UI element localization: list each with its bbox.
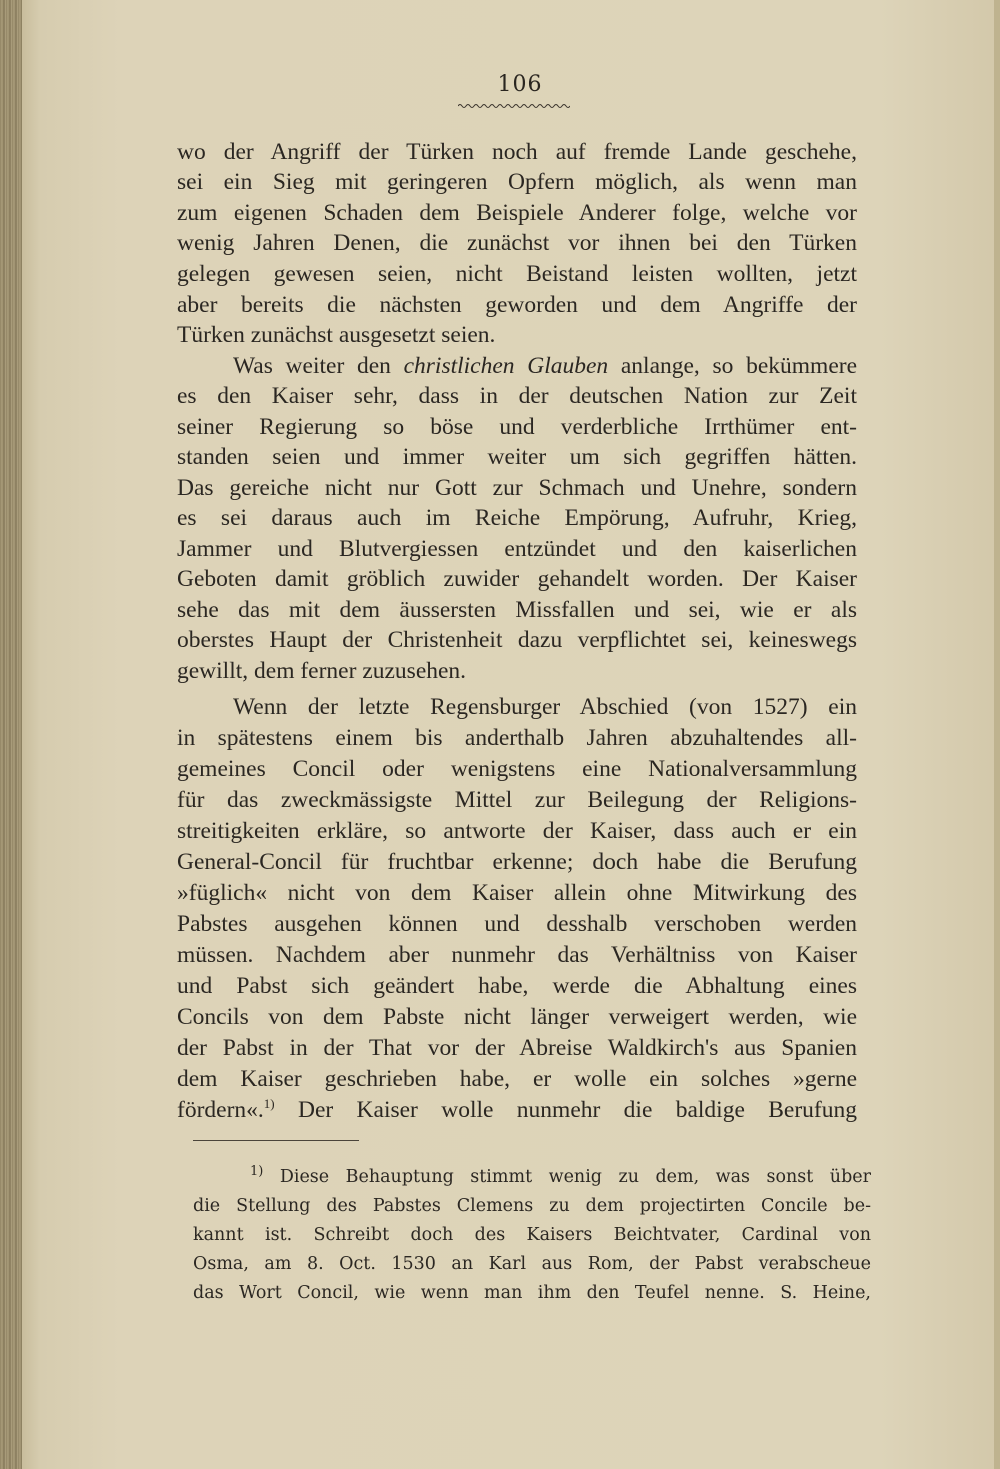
- body-line: wenig Jahren Denen, die zunächst vor ihnen bei den Türken: [177, 230, 857, 256]
- body-line: Das gereiche nicht nur Gott zur Schmach und Unehre, sondern: [177, 475, 857, 501]
- body-line: General-Concil für fruchtbar erkenne; doch habe die Berufung: [177, 849, 857, 875]
- body-line: gelegen gewesen seien, nicht Beistand leisten wollten, jetzt: [177, 261, 857, 287]
- body-line: Jammer und Blutvergiessen entzündet und den kaiserlichen: [177, 536, 857, 562]
- body-line: der Pabst in der That vor der Abreise Waldkirch's aus Spanien: [177, 1035, 857, 1061]
- body-line: dem Kaiser geschrieben habe, er wolle ein solches »gerne: [177, 1066, 857, 1092]
- body-text: Der Kaiser wolle nunmehr die baldige Berufung: [274, 1097, 857, 1123]
- footnote-marker: 1): [250, 1164, 264, 1180]
- body-line: in spätestens einem bis anderthalb Jahren abzuhaltendes all-: [177, 725, 857, 751]
- body-line: Geboten damit gröblich zuwider gehandelt worden. Der Kaiser: [177, 566, 857, 592]
- body-line: es sei daraus auch im Reiche Empörung, Aufruhr, Krieg,: [177, 505, 857, 531]
- body-line: seiner Regierung so böse und verderbliche Irrthümer ent-: [177, 414, 857, 440]
- body-line: müssen. Nachdem aber nunmehr das Verhältniss von Kaiser: [177, 942, 857, 968]
- footnote-line: [250, 1163, 871, 1191]
- body-text: Was weiter den: [233, 353, 404, 379]
- body-line: Türken zunächst ausgesetzt seien.: [177, 322, 496, 348]
- body-line: oberstes Haupt der Christenheit dazu verpflichtet sei, keineswegs: [177, 627, 857, 653]
- body-line: sei ein Sieg mit geringeren Opfern möglich, als wenn man: [177, 169, 857, 195]
- footnote-separator: [193, 1140, 359, 1141]
- body-line: und Pabst sich geändert habe, werde die Abhaltung eines: [177, 973, 857, 999]
- body-text: anlange, so bekümmere: [608, 353, 857, 379]
- footnote-reference[interactable]: 1): [263, 1096, 275, 1112]
- body-line-with-footnote-ref: [177, 1095, 857, 1125]
- body-line: Concils von dem Pabste nicht länger verweigert werden, wie: [177, 1004, 857, 1030]
- body-line: wo der Angriff der Türken noch auf fremde Lande geschehe,: [177, 139, 857, 165]
- book-binding-edge: [0, 0, 22, 1469]
- body-line: zum eigenen Schaden dem Beispiele Anderer folge, welche vor: [177, 200, 857, 226]
- footnote-line: das Wort Concil, wie wenn man ihm den Teufel nenne. S. Heine,: [193, 1283, 871, 1303]
- body-line: streitigkeiten erkläre, so antworte der Kaiser, dass auch er ein: [177, 818, 857, 844]
- body-line: Wenn der letzte Regensburger Abschied (von 1527) ein: [233, 694, 857, 720]
- body-line: gewillt, dem ferner zuzusehen.: [177, 658, 467, 684]
- body-text: fördern«.: [177, 1097, 264, 1123]
- page-number: 106: [497, 72, 543, 97]
- body-line: Pabstes ausgehen können und desshalb verschoben werden: [177, 911, 857, 937]
- footnote-line: Osma, am 8. Oct. 1530 an Karl aus Rom, der Pabst verabscheue: [193, 1254, 871, 1274]
- body-line: für das zweckmässigste Mittel zur Beilegung der Religions-: [177, 787, 857, 813]
- body-line: aber bereits die nächsten geworden und dem Angriffe der: [177, 292, 857, 318]
- emphasis-text: christlichen Glauben: [403, 353, 609, 379]
- body-line: es den Kaiser sehr, dass in der deutschen Nation zur Zeit: [177, 383, 857, 409]
- footnote-line: die Stellung des Pabstes Clemens zu dem projectirten Concile be-: [193, 1196, 871, 1216]
- footnote-line: kannt ist. Schreibt doch des Kaisers Beichtvater, Cardinal von: [193, 1225, 871, 1245]
- body-line: sehe das mit dem äussersten Missfallen und sei, wie er als: [177, 597, 857, 623]
- page-number-wavy-rule: [458, 103, 570, 109]
- body-line-with-emphasis: [233, 351, 857, 381]
- footnote-text: Diese Behauptung stimmt wenig zu dem, was sonst über: [263, 1167, 871, 1187]
- body-line: standen seien und immer weiter um sich gegriffen hätten.: [177, 444, 857, 470]
- body-line: gemeines Concil oder wenigstens eine Nationalversammlung: [177, 756, 857, 782]
- page-right-edge: [994, 0, 1000, 1469]
- body-line: »füglich« nicht von dem Kaiser allein ohne Mitwirkung des: [177, 880, 857, 906]
